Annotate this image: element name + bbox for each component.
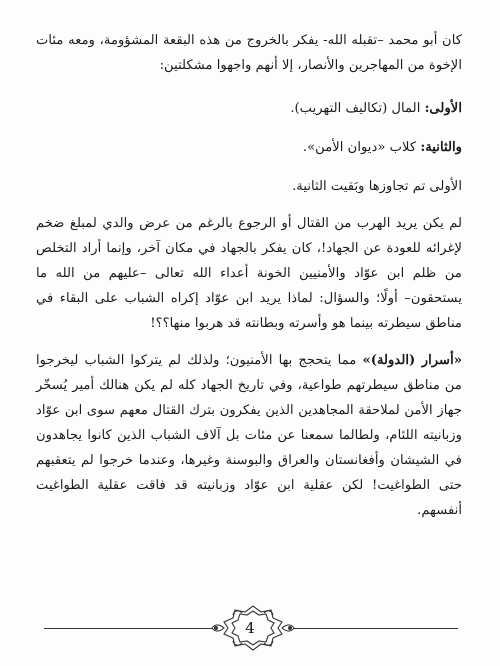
paragraph-resolution — [36, 174, 462, 199]
page-body — [36, 28, 462, 523]
paragraph-text: المال (تكاليف التهريب). — [290, 101, 425, 116]
paragraph-lead: والثانية: — [420, 140, 462, 155]
paragraph-text: الأولى تم تجاوزها وبَقيت الثانية. — [292, 179, 462, 194]
paragraph-text: كلاب «ديوان الأمن». — [302, 140, 421, 155]
paragraph-text: لم يكن يريد الهرب من القتال أو الرجوع بالرغم من عرض والدي لمبلغ ضخم لإغرائه للعودة عن الجهاد!، كان يفكر بالجهاد في مكان آخر، وإنما أراد التخلص من ظلم ابن عوّاد والأمنيين الخونة أعداء الله تعالى –عليهم من الله ما يستحقون– أولًا؛ والسؤال: لماذا يريد ابن عوّاد إكراه الشباب على البقاء في مناطق سيطرته بينما هو وأسرته وبطانته قد هربوا منها؟؟! — [36, 216, 462, 331]
paragraph-text: كان أبو محمد –تقبله الله- يفكر بالخروج من هذه البقعة المشؤومة، ومعه مئات الإخوة من المهاجرين والأنصار، إلا أنهم واجهوا مشكلتين: — [36, 33, 462, 73]
paragraph-lead: الأولى: — [424, 101, 462, 116]
paragraph-secrets — [36, 348, 462, 523]
paragraph-second-problem — [36, 135, 462, 160]
paragraph-first-problem — [36, 96, 462, 121]
paragraph-text: مما يتحجج بها الأمنيون؛ ولذلك لم يتركوا الشباب ليخرجوا من مناطق سيطرتهم طواعية، وفي تاريخ الجهاد كله لم يكن هنالك أمير يُسخّر جهاز الأمن لملاحقة المجاهدين الذين يفكرون بترك القتال معهم سوى ابن عوّاد وزبانيته اللئام، ولطالما سمعنا عن مئات بل آلاف الشباب الذين كانوا يجاهدون في الشيشان وأفغانستان والعراق والبوسنة وغيرها، وعندما خرجوا لم يتعقبهم حتى الطواغيت! لكن عقلية ابن عوّاد وزبانيته قد فاقت عقلية الطواغيت أنفسهم. — [36, 353, 462, 518]
footer-rule-right — [294, 628, 458, 629]
page-number: 4 — [245, 619, 255, 637]
paragraph-intro — [36, 28, 462, 78]
paragraph-lead: «أسرار (الدولة)» — [362, 353, 462, 368]
paragraph-motives — [36, 211, 462, 336]
footer-rule-left — [44, 628, 212, 629]
